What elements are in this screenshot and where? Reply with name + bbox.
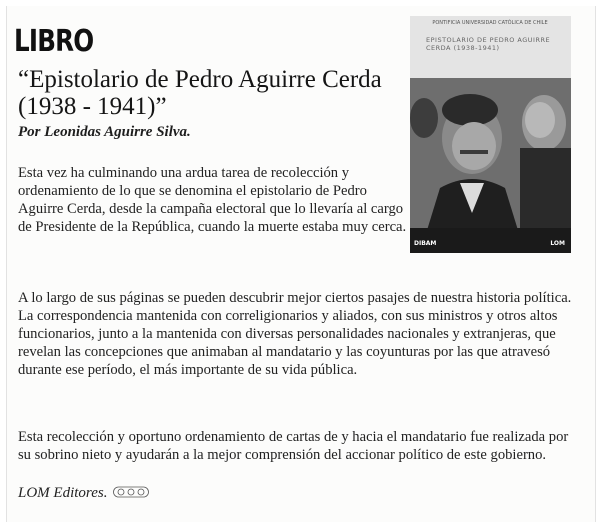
publisher-name: LOM Editores. [18,485,108,501]
cover-title: EPISTOLARIO DE PEDRO AGUIRRE CERDA (1938-1941) [426,36,551,52]
book-cover-image [410,16,571,253]
stamp-icon [113,486,149,498]
cover-header [410,16,571,78]
paragraph-2: A lo largo de sus páginas se pueden descubrir mejor ciertos pasajes de nuestra historia política. La correspondencia mantenida con correligionarios y aliados, con sus ministros y otros altos funcionarios, junto a la mantenida con diversas personalidades nacionales y extranjeras, que revelan las concepciones que animaban al mandatario y las coyunturas por las que atravesó durante ese período, el más importante de su vida pública. [18,290,572,378]
section-heading: LIBRO [14,24,94,59]
paragraph-3: Esta recolección y oportuno ordenamiento de cartas de y hacia el mandatario fue realizada por su sobrino nieto y ayudarán a la mejor comprensión del accionar político de este gobierno. [18,429,569,463]
cover-publisher-left: DIBAM [414,240,437,247]
publisher-line [18,485,149,502]
book-title: “Epistolario de Pedro Aguirre Cerda (1938 - 1941)” [18,66,382,120]
paragraph-1: Esta vez ha culminando una ardua tarea de recolección y ordenamiento de lo que se denomina el epistolario de Pedro Aguirre Cerda, desde la campaña electoral que lo llevaría al cargo de Presidente de la República, cuando la muerte estaba muy cerca. [18,165,407,235]
cover-photo [410,78,571,253]
cover-publisher-right: LOM [550,240,565,247]
author-line: Por Leonidas Aguirre Silva. [18,124,191,140]
cover-small-header: PONTIFICIA UNIVERSIDAD CATÓLICA DE CHILE [432,20,548,26]
